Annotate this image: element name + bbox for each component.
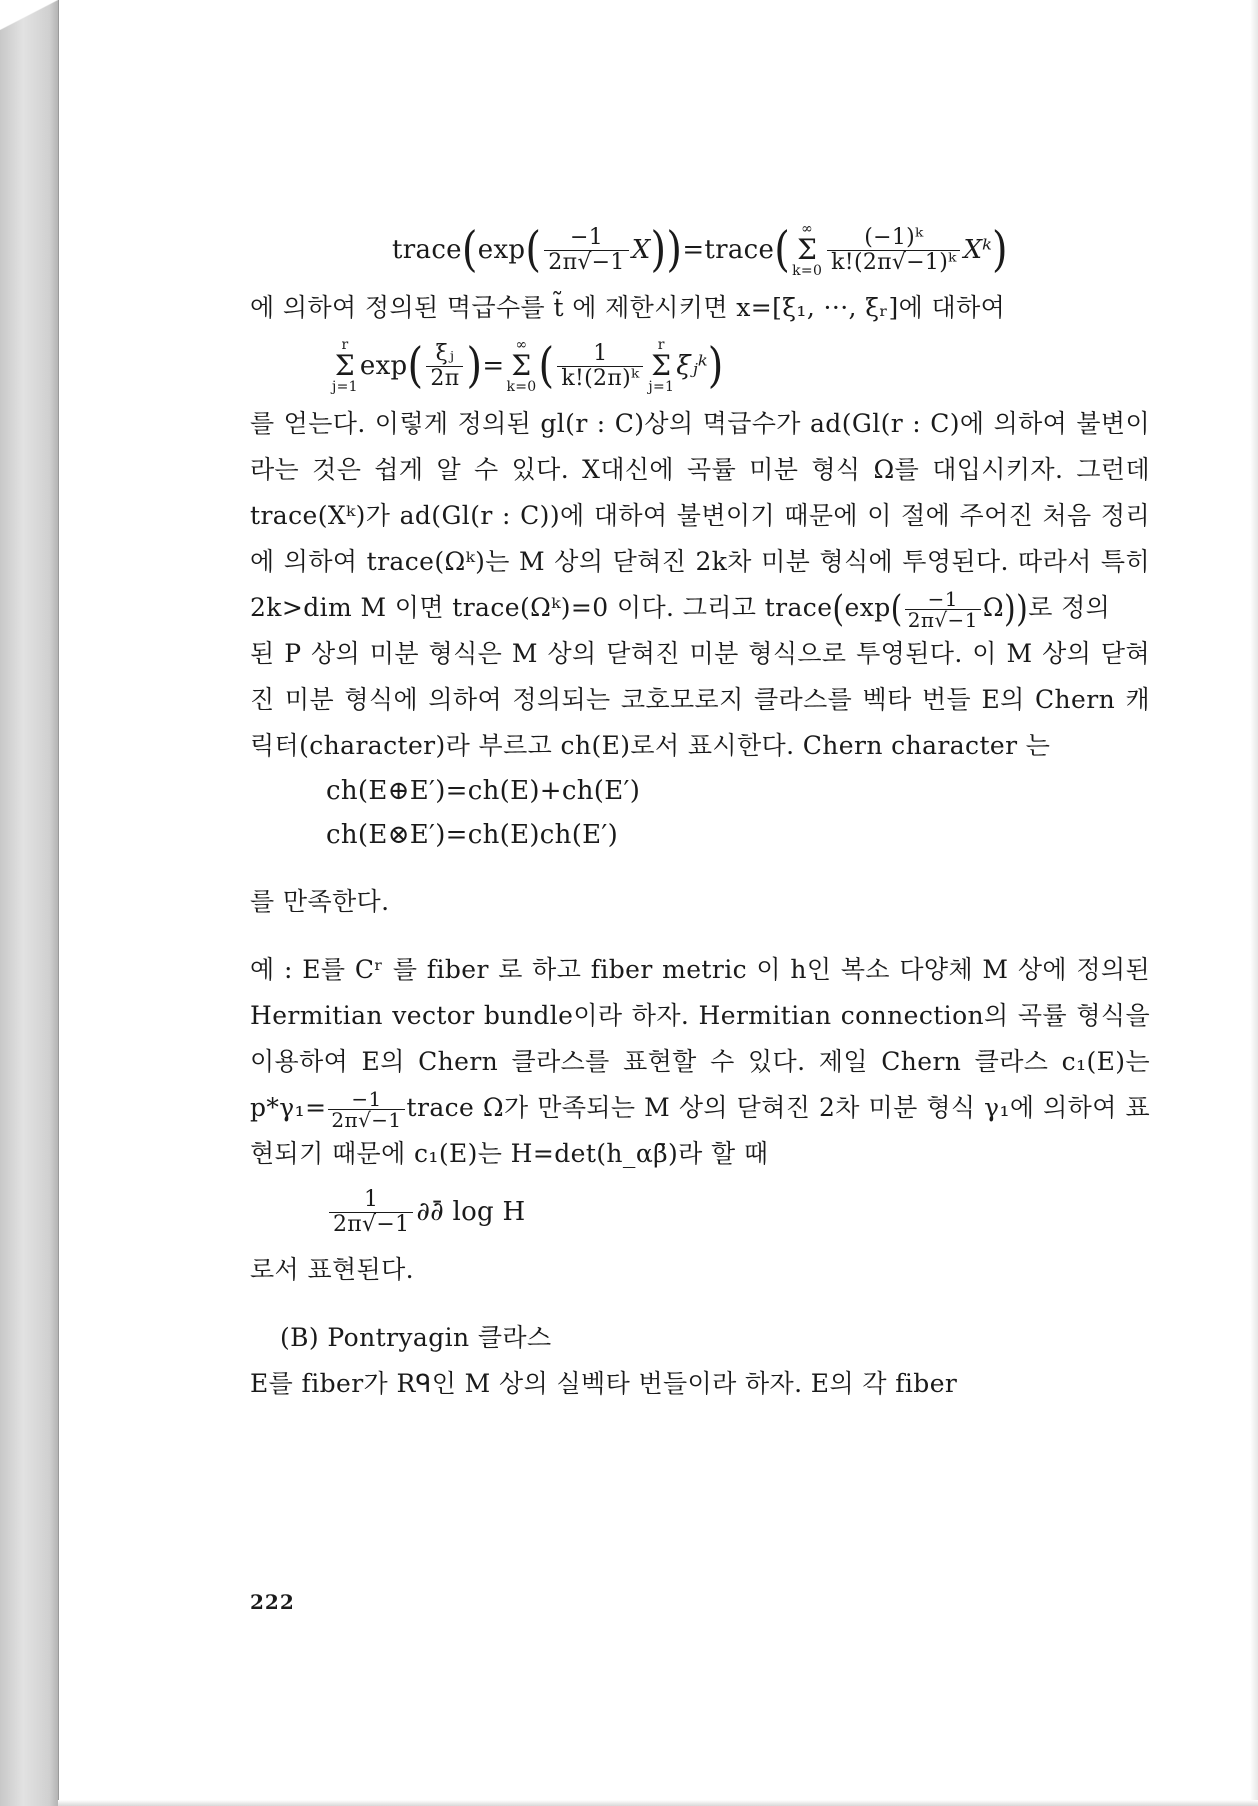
eq1-exp: exp (477, 235, 526, 265)
eq2-sum-3: r Σ j=1 (648, 337, 675, 395)
section-heading: (B) Pontryagin 클라스 (280, 1323, 552, 1352)
page-edge-right (1250, 0, 1258, 1806)
equation-ch-tensor: ch(E⊗E′)=ch(E)ch(E′) (326, 820, 619, 850)
eq1-rhs-fraction: $\frac{\text{(−1)ᵏ}}{\text{k!(2π√−1)ᵏ}}$ (827, 226, 960, 273)
equation-trace-exp: trace ( exp ( $\frac{-1}{2\pi√-1}$ X ) ) =trace ( ∞ Σ k=0 $\frac{\text{(−1)ᵏ}}{\text{k!(2π√−1)ᵏ}}$ Xᵏ ) (392, 221, 1008, 279)
eq5-fraction: $\frac{1}{2\pi√-1}$ (329, 1188, 413, 1235)
para4-inline-fraction: $\frac{-1}{2\pi√-1}$ (328, 1089, 404, 1130)
equation-log-h (250, 1177, 1150, 1247)
eq2-fraction-2: $\frac{1}{\text{k!(2π)ᵏ}}$ (557, 342, 643, 389)
eq1-sum: ∞ Σ k=0 (792, 221, 823, 279)
eq2-term: ξⱼᵏ (676, 351, 708, 381)
eq1-var-x: X (631, 235, 651, 265)
book-page (58, 0, 1250, 1800)
paragraph-3: 를 만족한다. (250, 887, 390, 916)
eq2-fraction-1: $\frac{\text{ξⱼ}}{2\pi}$ (426, 342, 463, 389)
eq1-rhs-trace: =trace (682, 235, 775, 265)
paragraph-6: E를 fiber가 Rᑫ인 M 상의 실벡타 번들이라 하자. E의 각 fiber (250, 1369, 958, 1398)
book-spine (0, 0, 59, 1806)
eq1-trace: trace (392, 235, 462, 265)
eq2-sum-1: r Σ j=1 (332, 337, 358, 395)
eq1-lhs-fraction: $\frac{-1}{2\pi√-1}$ (544, 226, 628, 273)
equation-sum-exp: r Σ j=1 exp ( $\frac{\text{ξⱼ}}{2\pi}$ ) = ∞ Σ k=0 ( $\frac{1}{\text{k!(2π)ᵏ}}$ r Σ j=1 ξⱼᵏ ) (332, 337, 724, 395)
page-number: 222 (250, 1590, 295, 1614)
paragraph-5: 로서 표현된다. (250, 1255, 414, 1284)
eq2-exp: exp (359, 351, 408, 381)
eq2-equals: = (482, 351, 505, 381)
eq2-sum-2: ∞ Σ k=0 (506, 337, 537, 395)
paragraph-1: 를 얻는다. 이렇게 정의된 gl(r : C)상의 멱급수가 ad(Gl(r : C)에 의하여 불변이라는 것은 쉽게 알 수 있다. X대신에 곡률 미분 형식 Ω를 대입시키자. 그런데 trace(Xᵏ)가 ad(Gl(r : C))에 대하여 불변이기 때문에 이 절에 주어진 처음 정리에 의하여 trace(Ωᵏ)는 M 상의 닫혀진 2k차 미분 형식에 투영된다. 따라서 특히 2k>dim M 이면 trace(Ωᵏ)=0 이다. 그리고 trace(exp( $\frac{-1}{2\pi√-1}$ Ω))로 정의 (250, 409, 1150, 632)
eq1-var-xk: Xᵏ (963, 235, 993, 265)
page-edge-bottom (58, 1800, 1258, 1806)
para1-inline-fraction: $\frac{-1}{2\pi√-1}$ (905, 589, 981, 630)
page-text-area (250, 215, 1150, 1407)
book-spine-corner (0, 0, 58, 30)
equation-ch-direct-sum: ch(E⊕E′)=ch(E)+ch(E′) (326, 776, 641, 806)
paragraph-2: 된 P 상의 미분 형식은 M 상의 닫혀진 미분 형식으로 투영된다. 이 M 상의 닫혀진 미분 형식에 의하여 정의되는 코호모로지 클라스를 벡타 번들 E의 Chern 캐릭터(character)라 부르고 ch(E)로서 표시한다. Chern character 는 (250, 639, 1150, 760)
paragraph-example: 예 : E를 Cʳ 를 fiber 로 하고 fiber metric 이 h인 복소 다양체 M 상에 정의된 Hermitian vector bundle이라 하자. Hermitian connection의 곡률 형식을 이용하여 E의 Chern 클라스를 표현할 수 있다. 제일 Chern 클라스 c₁(E)는 p*γ₁= $\frac{-1}{2\pi√-1}$ trace Ω가 만족되는 M 상의 닫혀진 2차 미분 형식 γ₁에 의하여 표현되기 때문에 c₁(E)는 H=det(h_αβ̄)라 할 때 (250, 955, 1150, 1168)
eq5-tail: ∂∂̄ log H (416, 1197, 526, 1227)
text-line-1: 에 의하여 정의된 멱급수를 t̃ 에 제한시키면 x=[ξ₁, ···, ξᵣ]에 대하여 (250, 293, 1006, 322)
